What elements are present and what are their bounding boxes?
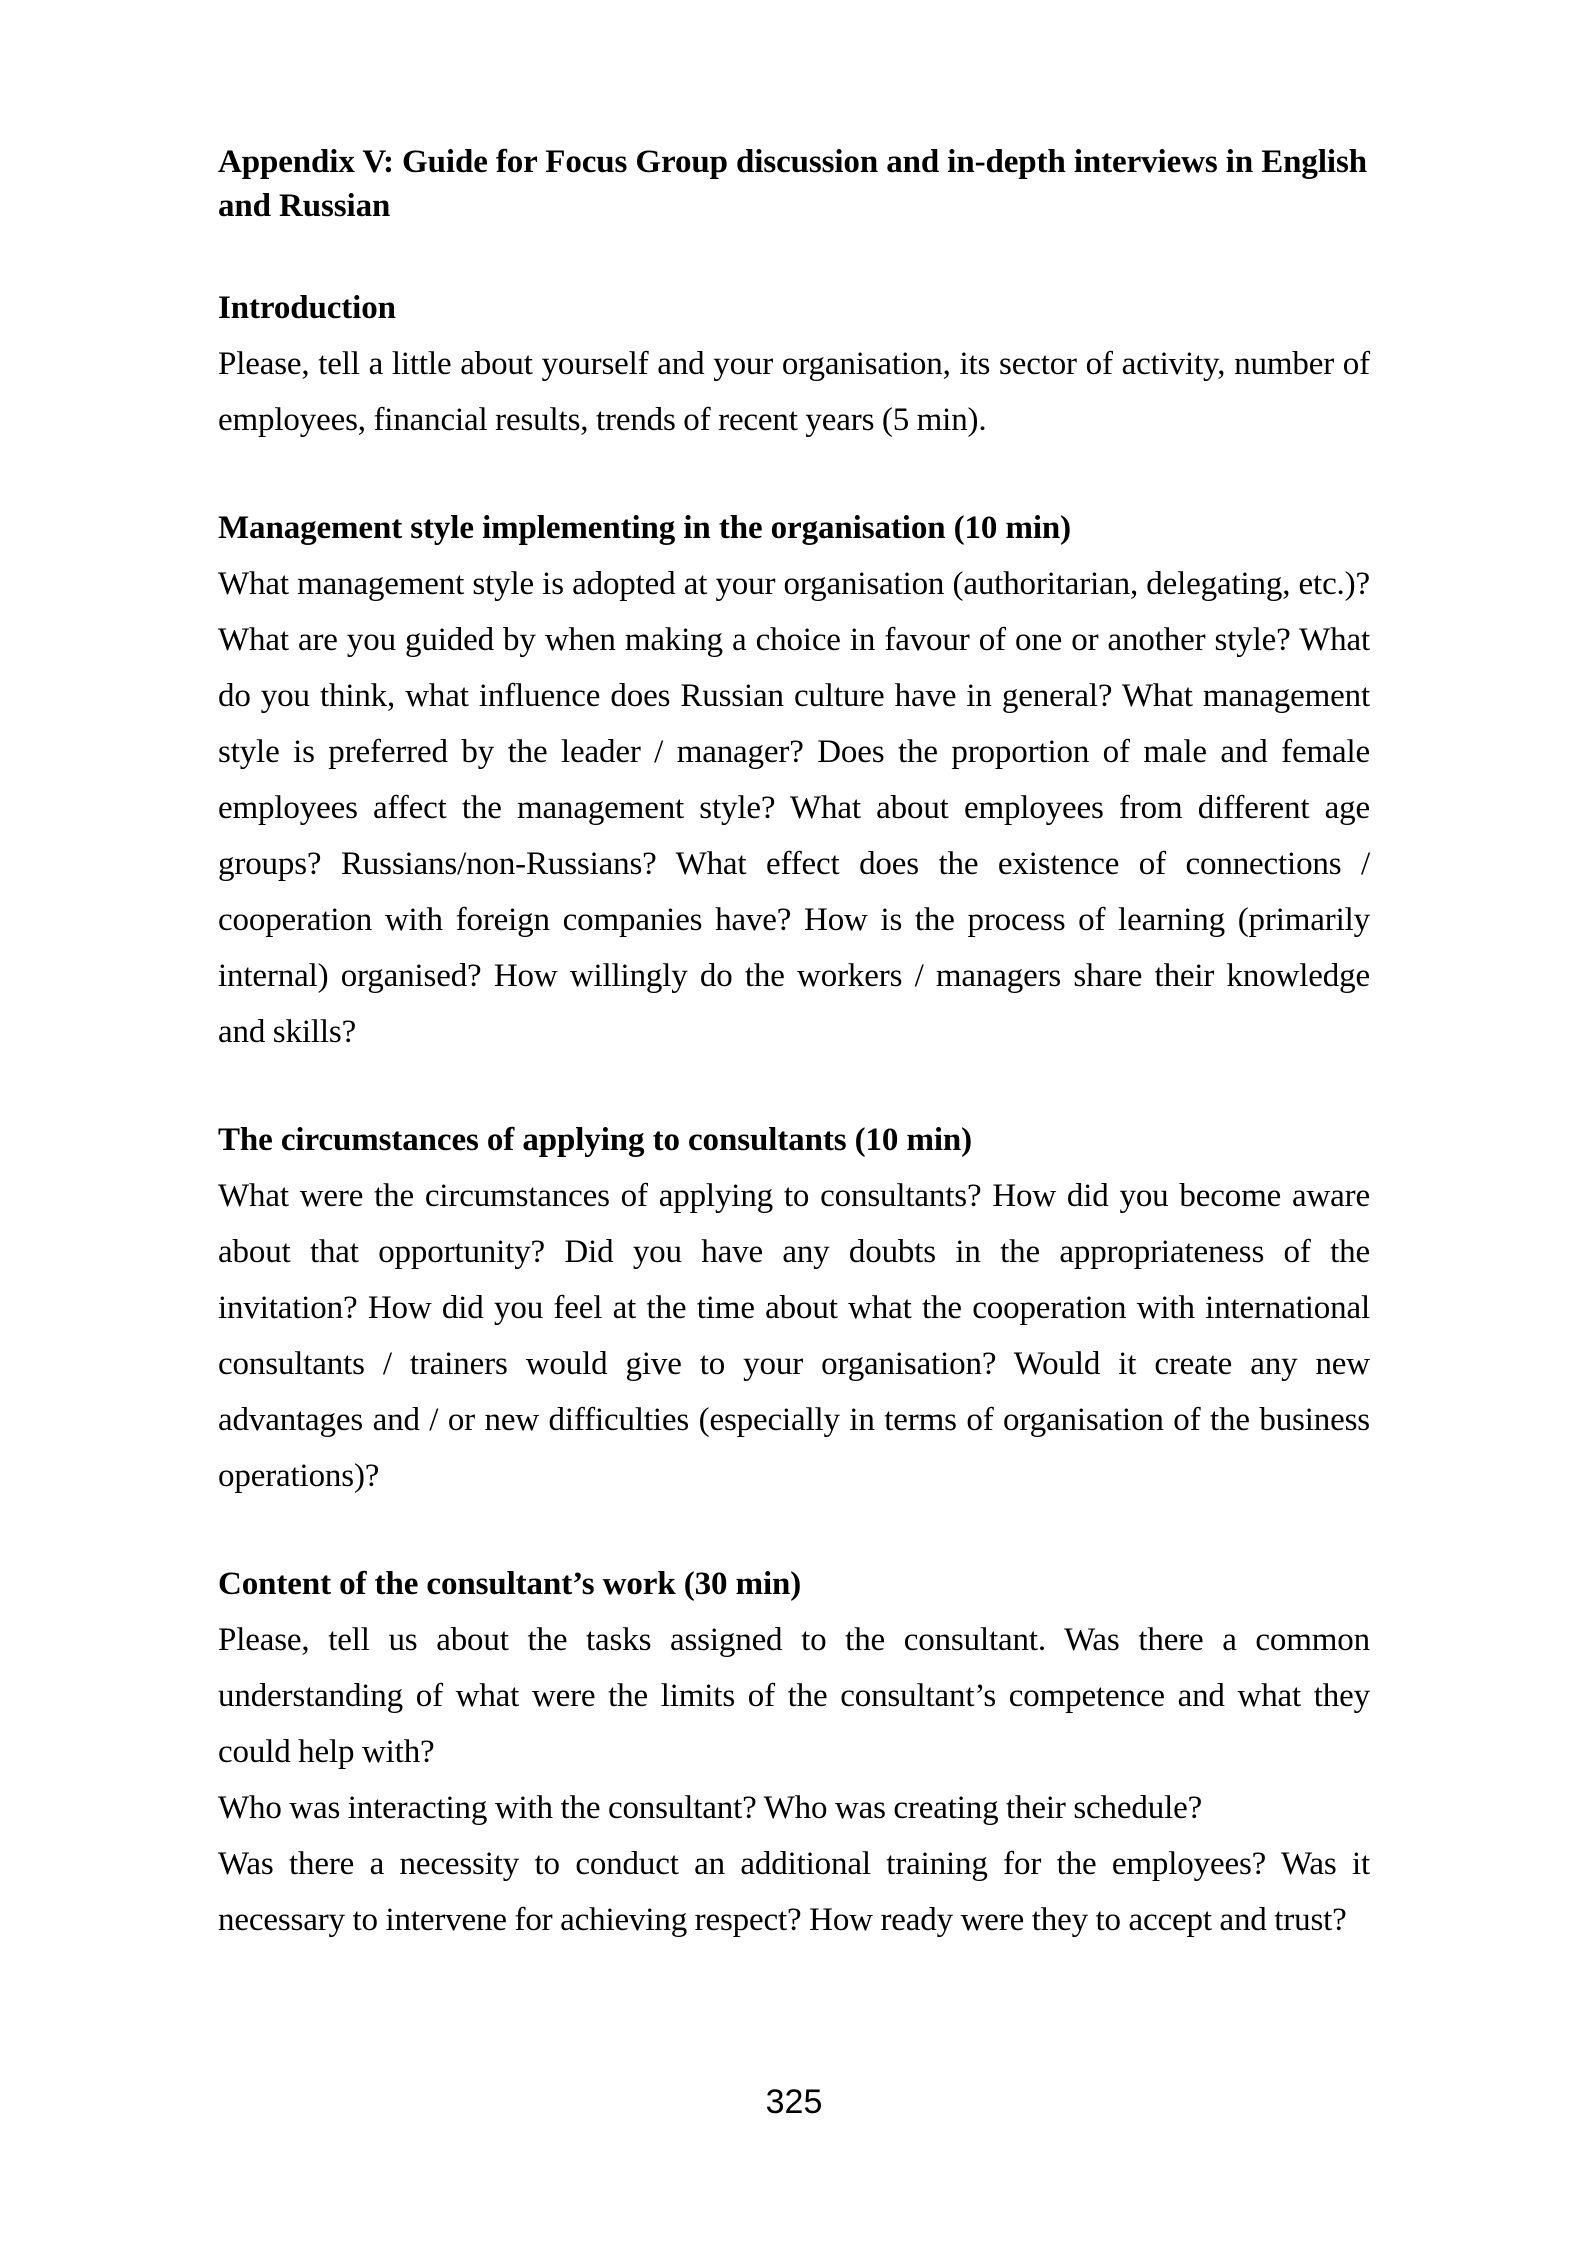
section-heading-circumstances: The circumstances of applying to consultants (10 min) [218, 1122, 973, 1158]
section-consultant-work [218, 1556, 1370, 1948]
section-heading-management-style: Management style implementing in the organisation (10 min) [218, 510, 1072, 546]
section-circumstances [218, 1112, 1370, 1504]
paragraph-introduction: Please, tell a little about yourself and your organisation, its sector of activity, number of employees, financial results, trends of recent years (5 min). [218, 346, 1370, 438]
page-content [218, 140, 1370, 1948]
paragraph-consultant-interaction: Who was interacting with the consultant? Who was creating their schedule? [218, 1790, 1203, 1826]
section-management-style [218, 500, 1370, 1060]
page-number: 325 [765, 2083, 823, 2121]
paragraph-consultant-tasks: Please, tell us about the tasks assigned to the consultant. Was there a common understanding of what were the limits of the consultant’s competence and what they could help with? [218, 1622, 1370, 1770]
section-heading-introduction: Introduction [218, 290, 396, 326]
section-introduction [218, 280, 1370, 448]
paragraph-consultant-training: Was there a necessity to conduct an additional training for the employees? Was it necessary to intervene for achieving respect? How ready were they to accept and trust? [218, 1846, 1370, 1938]
document-title: Appendix V: Guide for Focus Group discussion and in-depth interviews in English and Russian [218, 144, 1367, 224]
paragraph-circumstances: What were the circumstances of applying to consultants? How did you become aware about that opportunity? Did you have any doubts in the appropriateness of the invitation? How did you feel at the time about what the cooperation with international consultants / trainers would give to your organisation? Would it create any new advantages and / or new difficulties (especially in terms of organisation of the business operations)? [218, 1178, 1370, 1494]
paragraph-management-style: What management style is adopted at your organisation (authoritarian, delegating, etc.)? What are you guided by when making a choice in favour of one or another style? What do you think, what influence does Russian culture have in general? What management style is preferred by the leader / manager? Does the proportion of male and female employees affect the management style? What about employees from different age groups? Russians/non-Russians? What effect does the existence of connections / cooperation with foreign companies have? How is the process of learning (primarily internal) organised? How willingly do the workers / managers share their knowledge and skills? [218, 566, 1370, 1050]
section-heading-consultant-work: Content of the consultant’s work (30 min) [218, 1566, 802, 1602]
